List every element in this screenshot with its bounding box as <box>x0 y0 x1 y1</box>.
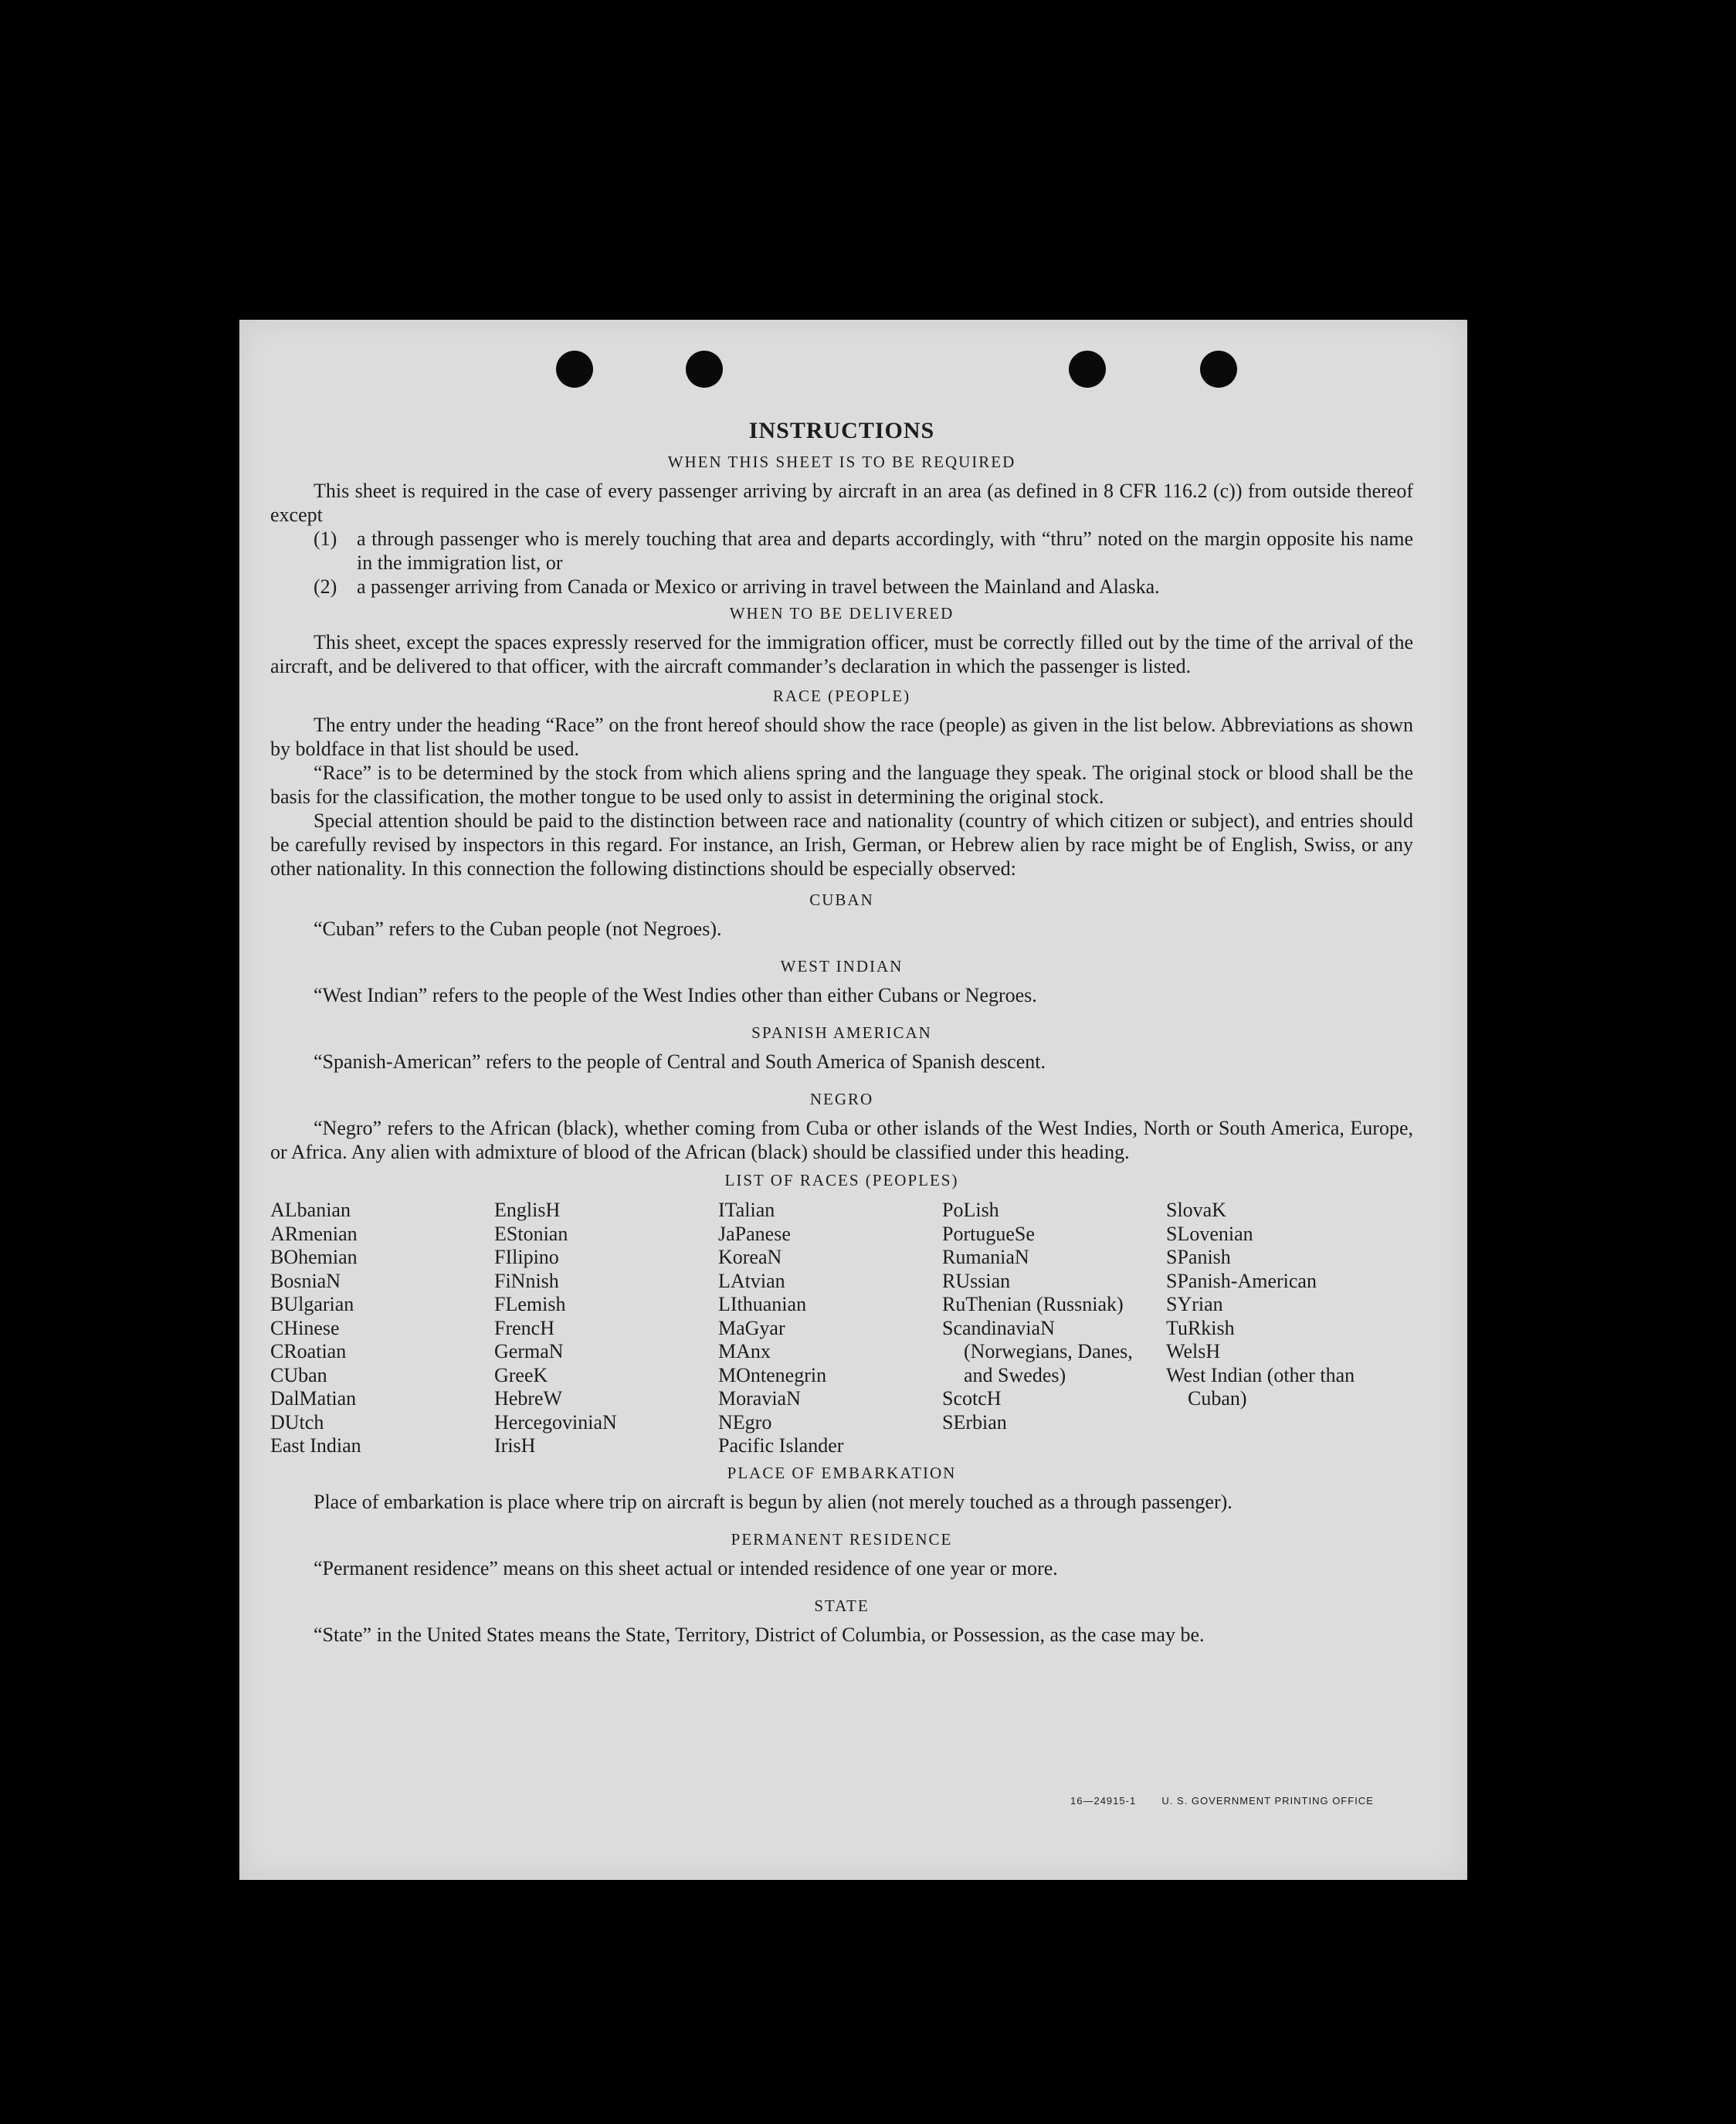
race-item: NEgro <box>718 1410 772 1434</box>
west-indian-text: “West Indian” refers to the people of the West Indies other than either Cubans or Negroes. <box>314 984 1037 1006</box>
printer-imprint: U. S. GOVERNMENT PRINTING OFFICE <box>1161 1795 1374 1807</box>
race-item: MoraviaN <box>718 1387 801 1410</box>
race-item: EStonian <box>494 1222 568 1245</box>
item-text: a passenger arriving from Canada or Mexico or arriving in travel between the Mainland and Alaska. <box>357 575 1160 598</box>
race-column-1 <box>270 1199 494 1458</box>
race-item: CHinese <box>270 1316 340 1339</box>
item-text: a through passenger who is merely touching that area and departs accordingly, with “thru” noted on the margin opposite his name in the immigration list, or <box>357 528 1413 574</box>
race-item: CRoatian <box>270 1340 347 1362</box>
race-item: FrencH <box>494 1316 554 1339</box>
race-paragraph-2: “Race” is to be determined by the stock from which aliens spring and the language they speak. The original stock or blood shall be the basis for the classification, the mother tongue to be used only to assist in determining the original stock. <box>270 762 1413 808</box>
race-item: Pacific Islander <box>718 1434 844 1457</box>
section-heading-required: WHEN THIS SHEET IS TO BE REQUIRED <box>667 453 1016 471</box>
race-item: SPanish <box>1166 1246 1231 1268</box>
section-heading-race: RACE (PEOPLE) <box>772 687 911 705</box>
section-heading-embarkation: PLACE OF EMBARKATION <box>727 1463 957 1482</box>
race-column-3 <box>718 1199 942 1458</box>
section-heading-residence: PERMANENT RESIDENCE <box>731 1529 953 1549</box>
race-item: ScotcH <box>942 1387 1002 1410</box>
race-item: WelsH <box>1166 1340 1221 1362</box>
punch-hole <box>686 351 723 388</box>
race-item: PortugueSe <box>942 1222 1035 1245</box>
race-item: RUssian <box>942 1269 1011 1292</box>
race-item: DUtch <box>270 1410 324 1434</box>
race-item: ITalian <box>718 1199 775 1221</box>
race-item: East Indian <box>270 1434 361 1457</box>
race-item: BOhemian <box>270 1246 358 1268</box>
punch-hole <box>1200 351 1237 388</box>
race-item: BosniaN <box>270 1269 341 1292</box>
state-text: “State” in the United States means the State, Territory, District of Columbia, or Possession, as the case may be. <box>314 1623 1205 1646</box>
delivered-text: This sheet, except the spaces expressly reserved for the immigration officer, must be correctly filled out by the time of the arrival of the aircraft, and be delivered to that officer, with the aircraft commander’s declaration in which the passenger is listed. <box>270 631 1413 677</box>
race-item: BUlgarian <box>270 1293 354 1315</box>
required-item-1 <box>314 527 1413 575</box>
race-item: RumaniaN <box>942 1246 1029 1268</box>
race-item: JaPanese <box>718 1222 791 1245</box>
form-number: 16—24915-1 <box>1070 1795 1137 1807</box>
form-footer <box>1070 1795 1374 1807</box>
race-item: KoreaN <box>718 1246 782 1268</box>
race-item: SLovenian <box>1166 1222 1253 1245</box>
race-item: ALbanian <box>270 1199 351 1221</box>
race-item: DalMatian <box>270 1387 357 1410</box>
race-list <box>270 1199 1413 1458</box>
race-item: HebreW <box>494 1387 563 1410</box>
cuban-text: “Cuban” refers to the Cuban people (not Negroes). <box>314 918 722 940</box>
race-item: MAnx <box>718 1340 771 1362</box>
spanish-american-text: “Spanish-American” refers to the people of Central and South America of Spanish descent. <box>314 1050 1046 1073</box>
race-item: ScandinaviaN (Norwegians, Danes, and Swedes) <box>942 1316 1133 1386</box>
race-item: FiNnish <box>494 1269 559 1292</box>
race-item: SErbian <box>942 1410 1007 1434</box>
section-heading-negro: NEGRO <box>809 1090 874 1108</box>
race-item: CUban <box>270 1363 327 1386</box>
race-item: HercegoviniaN <box>494 1410 617 1434</box>
race-item: ARmenian <box>270 1222 358 1245</box>
race-column-2 <box>494 1199 718 1458</box>
race-paragraph-1: The entry under the heading “Race” on the front hereof should show the race (people) as given in the list below. Abbreviations as shown by boldface in that list should be used. <box>270 714 1413 760</box>
item-number: (1) <box>314 528 337 550</box>
section-heading-west-indian: WEST INDIAN <box>780 957 904 975</box>
race-item: PoLish <box>942 1199 999 1221</box>
punch-hole <box>1069 351 1106 388</box>
race-item: West Indian (other than Cuban) <box>1166 1363 1355 1410</box>
section-heading-state: STATE <box>814 1596 870 1615</box>
race-item: EnglisH <box>494 1199 561 1221</box>
race-item: LIthuanian <box>718 1293 807 1315</box>
sheet-content <box>270 419 1413 1647</box>
race-item: FLemish <box>494 1293 566 1315</box>
race-item: FIlipino <box>494 1246 559 1268</box>
race-column-4 <box>942 1199 1166 1458</box>
race-item: SPanish-American <box>1166 1269 1317 1292</box>
negro-text: “Negro” refers to the African (black), whether coming from Cuba or other islands of the West Indies, North or South America, Europe, or Africa. Any alien with admixture of blood of the African (black) should be classified under this heading. <box>270 1117 1413 1163</box>
race-item: MOntenegrin <box>718 1363 827 1386</box>
race-paragraph-3: Special attention should be paid to the distinction between race and nationality (country of which citizen or subject), and entries should be carefully revised by inspectors in this regard. For instance, an Irish, German, or Hebrew alien by race might be of English, Swiss, or any other nationality. In this connection the following distinctions should be especially observed: <box>270 809 1413 880</box>
residence-text: “Permanent residence” means on this sheet actual or intended residence of one year or more. <box>314 1556 1058 1579</box>
race-item: SYrian <box>1166 1293 1223 1315</box>
race-item: LAtvian <box>718 1269 785 1292</box>
section-heading-spanish-american: SPANISH AMERICAN <box>751 1023 932 1042</box>
punch-hole <box>556 351 593 388</box>
race-item: GreeK <box>494 1363 548 1386</box>
required-item-2 <box>314 575 1413 599</box>
section-heading-delivered: WHEN TO BE DELIVERED <box>729 604 954 623</box>
race-item: RuThenian (Russniak) <box>942 1293 1124 1315</box>
required-intro: This sheet is required in the case of every passenger arriving by aircraft in an area (as defined in 8 CFR 116.2 (c)) from outside thereof except <box>270 480 1413 526</box>
race-item: IrisH <box>494 1434 536 1457</box>
page-title: INSTRUCTIONS <box>748 418 935 443</box>
race-item: GermaN <box>494 1340 564 1362</box>
item-number: (2) <box>314 575 337 598</box>
race-item: TuRkish <box>1166 1316 1235 1339</box>
section-heading-cuban: CUBAN <box>809 891 874 909</box>
list-of-races-heading: LIST OF RACES (PEOPLES) <box>724 1171 959 1189</box>
race-item: SlovaK <box>1166 1199 1226 1221</box>
race-column-5 <box>1166 1199 1390 1458</box>
race-item: MaGyar <box>718 1316 785 1339</box>
instruction-sheet <box>239 320 1467 1880</box>
embarkation-text: Place of embarkation is place where trip on aircraft is begun by alien (not merely touched as a through passenger). <box>314 1490 1232 1513</box>
